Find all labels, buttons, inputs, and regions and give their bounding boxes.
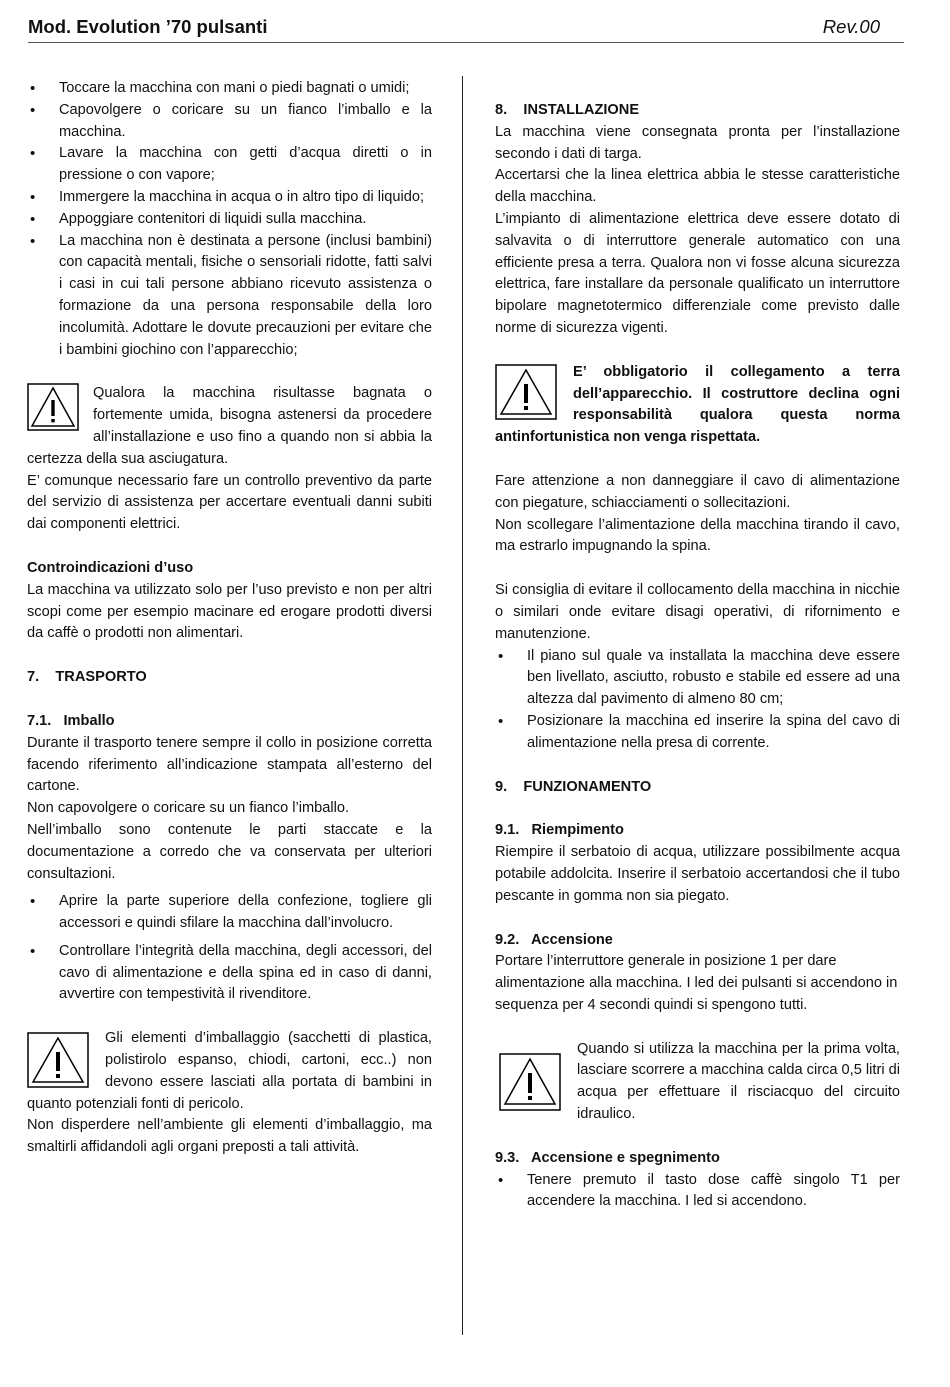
warning-triangle-icon (27, 383, 79, 431)
paragraph: Portare l’interruttore generale in posizione 1 per dare alimentazione alla macchina. I led dei pulsanti si accendono in sequenza per 4 secondi quindi si spengono tutti. (495, 953, 898, 1013)
paragraph: La macchina va utilizzato solo per l’uso previsto e non per altri scopi come per esempio macinare ed erogare prodotti diversi da caffè o prodotti non alimentari. (27, 581, 432, 642)
prohibitions-list (27, 78, 432, 361)
subsection-heading: 9.3. Accensione e spegnimento (495, 1149, 720, 1166)
page-header (28, 12, 904, 43)
paragraph: Non scollegare l’alimentazione della macchina tirando il cavo, ma estrarlo impugnando la spina. (495, 516, 900, 555)
paragraph: Non capovolgere o coricare su un fianco l’imballo. (27, 800, 350, 817)
paragraph: Nell’imballo sono contenute le parti staccate e la documentazione a corredo che va conservata per ulteriori consultazioni. (27, 821, 432, 882)
paragraph: Si consiglia di evitare il collocamento della macchina in nicchie o similari onde evitare disagi operativi, di rifornimento e manutenzione. (495, 582, 900, 642)
paragraph: L’impianto di alimentazione elettrica deve essere dotato di salvavita o di interruttore generale automatico con una efficiente presa a terra. Qualora non vi fosse alcuna sicurezza elettrica, fare installare da personale qualificato un interruttore bipolare magnetotermico differenziale come previsto dalle norme di sicurezza vigenti. (495, 210, 900, 336)
left-column (27, 78, 432, 1159)
paragraph: Riempire il serbatoio di acqua, utilizzare possibilmente acqua potabile addolcita. Inserire il serbatoio accertandosi che il tubo pescante in gomma non sia piegato. (495, 844, 900, 904)
paragraph: E’ comunque necessario fare un controllo preventivo da parte del servizio di assistenza per accertare eventuali danni subiti dai componenti elettrici. (27, 472, 432, 533)
section-heading: 9. FUNZIONAMENTO (495, 778, 652, 795)
installation-list (495, 646, 900, 755)
unpacking-list (27, 891, 432, 1006)
subsection-heading: 9.2. Accensione (495, 931, 613, 948)
warning-block-first-use (495, 1039, 900, 1126)
paragraph: Durante il trasporto tenere sempre il collo in posizione corretta facendo riferimento all’indicazione stampata all’esterno del cartone. (27, 734, 432, 795)
subsection-heading: 7.1. Imballo (27, 712, 115, 729)
section-heading: 7. TRASPORTO (27, 669, 147, 686)
list-item: • Appoggiare contenitori di liquidi sulla macchina. (27, 209, 432, 231)
warning-block-ground (495, 362, 900, 449)
list-item: • Tenere premuto il tasto dose caffè singolo T1 per accendere la macchina. I led si accendono. (495, 1170, 900, 1214)
subsection-heading: 9.1. Riempimento (495, 822, 624, 839)
power-list (495, 1170, 900, 1214)
warning-block-wet (27, 383, 432, 470)
paragraph: Fare attenzione a non danneggiare il cavo di alimentazione con piegature, schiacciamenti o sollecitazioni. (495, 472, 900, 511)
list-item: • Il piano sul quale va installata la macchina deve essere ben livellato, asciutto, robusto e stabile ed essere ad una altezza dal pavimento di almeno 80 cm; (495, 646, 900, 711)
list-item: • Posizionare la macchina ed inserire la spina del cavo di alimentazione nella presa di corrente. (495, 711, 900, 755)
warning-triangle-icon (27, 1032, 89, 1088)
revision-label: Rev.00 (822, 16, 880, 37)
list-item: • Immergere la macchina in acqua o in altro tipo di liquido; (27, 187, 432, 209)
paragraph: Accertarsi che la linea elettrica abbia le stesse caratteristiche della macchina. (495, 167, 900, 206)
column-divider (462, 76, 463, 1335)
warning-text: Gli elementi d’imballaggio (sacchetti di plastica, polistirolo espanso, chiodi, cartoni, ecc..) non devono essere lasciati alla portata di bambini in quanto potenziali fonti di pericolo. (27, 1030, 432, 1112)
list-item: • Lavare la macchina con getti d’acqua diretti o in pressione o con vapore; (27, 143, 432, 187)
warning-triangle-icon (495, 364, 557, 420)
section-heading: 8. INSTALLAZIONE (495, 102, 640, 118)
warning-triangle-icon (499, 1053, 561, 1111)
list-item: • Aprire la parte superiore della confezione, togliere gli accessori e quindi sfilare la macchina dall’involucro. (27, 891, 432, 935)
document-title: Mod. Evolution ’70 pulsanti (28, 16, 268, 37)
warning-block-packaging (27, 1028, 432, 1115)
list-item: • La macchina non è destinata a persone (inclusi bambini) con capacità mentali, fisiche o sensoriali ridotte, fatti salvi i casi in cui tali persone abbiano ricevuto assistenza o formazione da una persona responsabile della loro incolumità. Adottare le dovute precauzioni per evitare che i bambini giochino con l’apparecchio; (27, 231, 432, 362)
paragraph: Non disperdere nell’ambiente gli elementi d’imballaggio, ma smaltirli affidandoli agli organi preposti a tali attività. (27, 1117, 432, 1156)
warning-text: Quando si utilizza la macchina per la prima volta, lasciare scorrere a macchina calda circa 0,5 litri di acqua per effettuare il risciacquo del circuito idraulico. (577, 1040, 900, 1123)
list-item: • Toccare la macchina con mani o piedi bagnati o umidi; (27, 78, 432, 100)
section-heading: Controindicazioni d’uso (27, 559, 194, 576)
right-column (495, 100, 900, 1213)
warning-text: Qualora la macchina risultasse bagnata o fortemente umida, bisogna astenersi da procedere all’installazione e uso fino a quando non si abbia la certezza della sua asciugatura. (27, 385, 432, 467)
list-item: • Controllare l’integrità della macchina, degli accessori, del cavo di alimentazione e della spina ed in caso di danni, avvertire con tempestività il rivenditore. (27, 941, 432, 1006)
paragraph: La macchina viene consegnata pronta per l’installazione secondo i dati di targa. (495, 123, 900, 162)
list-item: • Capovolgere o coricare su un fianco l’imballo e la macchina. (27, 100, 432, 144)
warning-text: E’ obbligatorio il collegamento a terra dell’apparecchio. Il costruttore declina ogni responsabilità qualora questa norma antinfortunistica non venga rispettata. (495, 363, 900, 446)
